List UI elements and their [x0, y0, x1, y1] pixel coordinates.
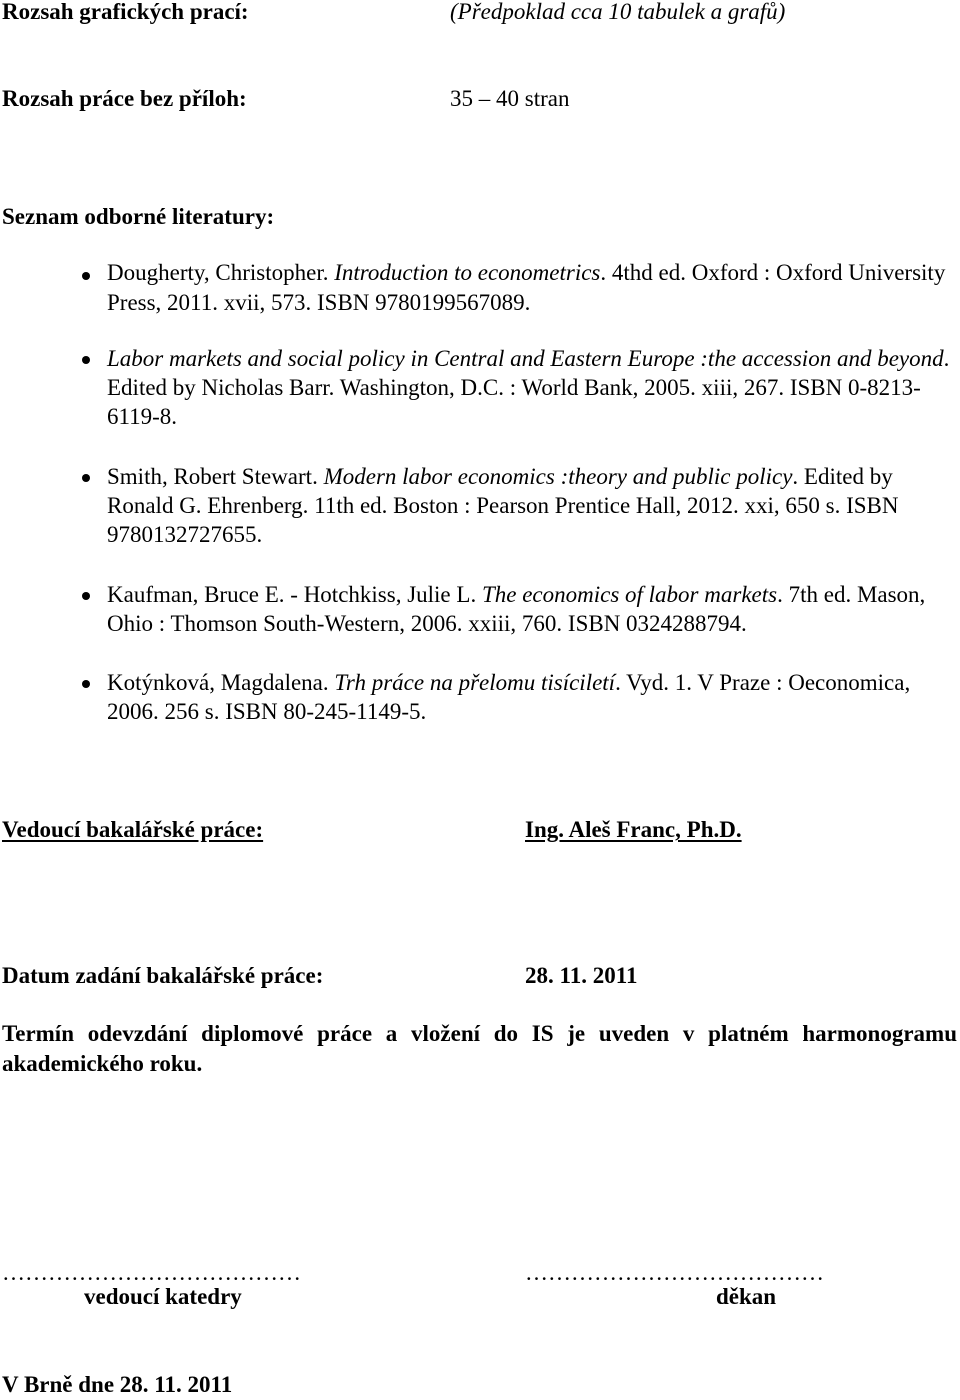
scope-graphics-label: Rozsah grafických prací: [2, 0, 249, 24]
scope-text-value: 35 – 40 stran [450, 86, 570, 111]
assignment-date-label: Datum zadání bakalářské práce: [2, 963, 324, 988]
bullet-icon [82, 474, 90, 482]
bullet-icon [82, 592, 90, 600]
signature-line-right: ………………………………… [525, 1260, 824, 1285]
signature-line-left: ………………………………… [2, 1260, 301, 1285]
supervisor-label: Vedoucí bakalářské práce: [2, 817, 264, 842]
literature-item: Labor markets and social policy in Central and Eastern Europe :the accession and beyond. Edited by Nicholas Barr. Washington, D.C. : World Bank, 2005. xiii, 267. ISBN 0-8213-6119-8. [107, 346, 950, 429]
scope-text-label: Rozsah práce bez příloh: [2, 86, 247, 111]
literature-heading: Seznam odborné literatury: [2, 204, 275, 229]
signature-label-head: vedoucí katedry [84, 1284, 242, 1309]
bullet-icon [82, 272, 90, 280]
literature-item: Dougherty, Christopher. Introduction to econometrics. 4thd ed. Oxford : Oxford University Press, 2011. xvii, 573. ISBN 9780199567089. [107, 260, 946, 315]
deadline-note: Termín odevzdání diplomové práce a vložení do IS je uveden v platném harmonogramu akademického roku. [2, 1021, 957, 1076]
bullet-icon [82, 680, 90, 688]
supervisor-value: Ing. Aleš Franc, Ph.D. [525, 817, 742, 842]
literature-item: Kotýnková, Magdalena. Trh práce na přelomu tisíciletí. Vyd. 1. V Praze : Oeconomica, 2006. 256 s. ISBN 80-245-1149-5. [107, 670, 911, 724]
literature-item: Smith, Robert Stewart. Modern labor economics :theory and public policy. Edited by Ronald G. Ehrenberg. 11th ed. Boston : Pearson Prentice Hall, 2012. xxi, 650 s. ISBN 9780132727655. [107, 464, 899, 547]
signature-label-dean: děkan [716, 1284, 777, 1309]
scope-graphics-value: (Předpoklad cca 10 tabulek a grafů) [450, 0, 786, 24]
bullet-icon [82, 356, 90, 364]
assignment-date-value: 28. 11. 2011 [525, 963, 638, 988]
literature-item: Kaufman, Bruce E. - Hotchkiss, Julie L. The economics of labor markets. 7th ed. Mason, Ohio : Thomson South-Western, 2006. xxiii, 760. ISBN 0324288794. [107, 582, 926, 636]
place-date: V Brně dne 28. 11. 2011 [2, 1372, 233, 1397]
